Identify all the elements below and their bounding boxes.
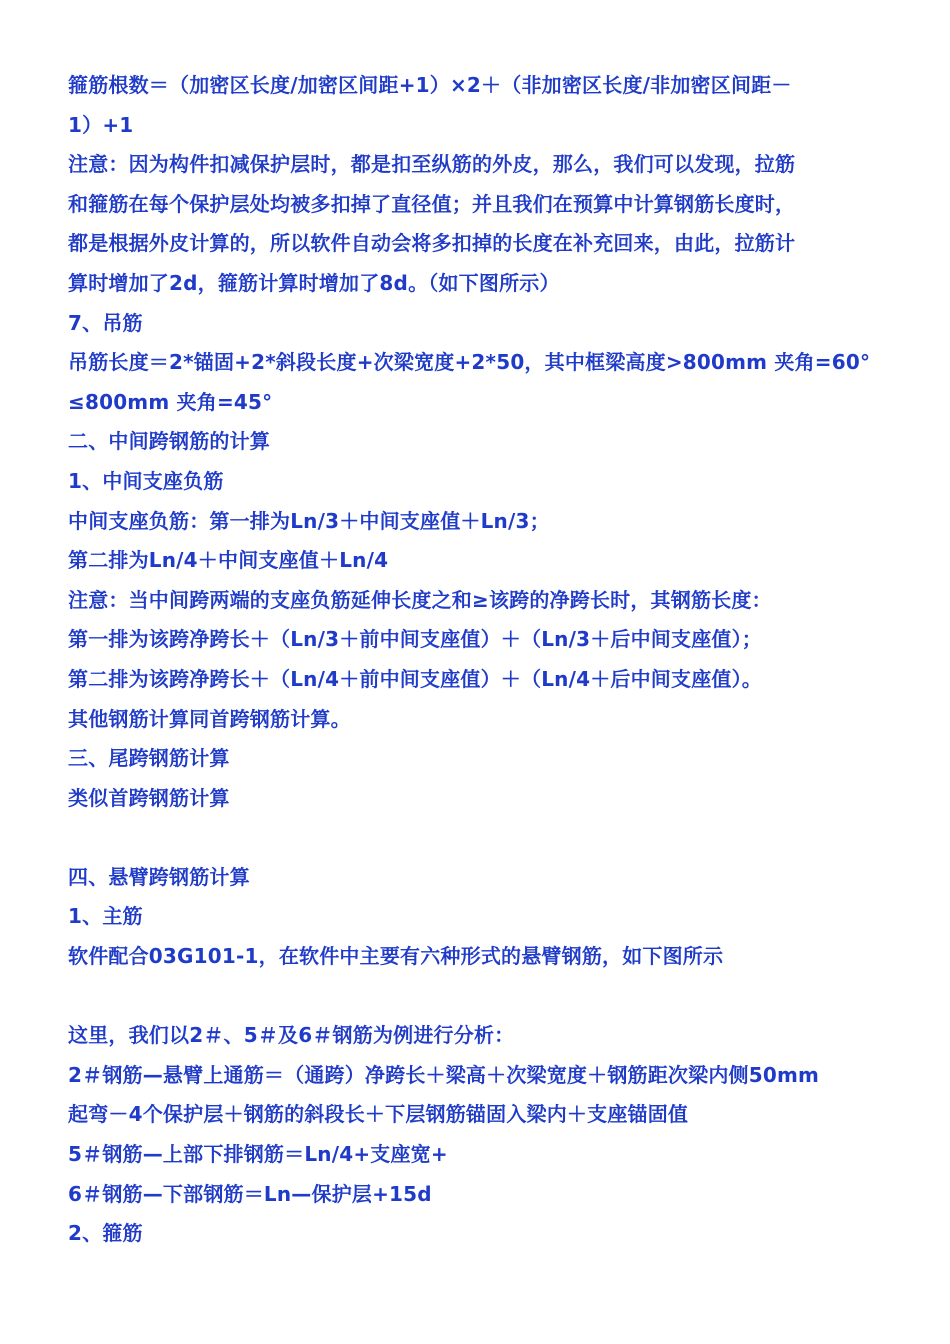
section-heading: 二、中间跨钢筋的计算 <box>68 429 270 454</box>
document-page <box>68 66 888 1254</box>
text-line: 箍筋根数＝（加密区长度/加密区间距+1）×2＋（非加密区长度/非加密区间距－ <box>68 73 792 97</box>
text-line: 和箍筋在每个保护层处均被多扣掉了直径值；并且我们在预算中计算钢筋长度时， <box>68 191 796 216</box>
text-line: 类似首跨钢筋计算 <box>68 785 230 810</box>
text-line: 都是根据外皮计算的，所以软件自动会将多扣掉的长度在补充回来，由此，拉筋计 <box>68 231 796 256</box>
blank-line <box>68 818 888 858</box>
text-line: 5＃钢筋—上部下排钢筋＝Ln/4+支座宽+ <box>68 1142 448 1167</box>
text-line: 第二排为Ln/4＋中间支座值＋Ln/4 <box>68 548 389 573</box>
text-line: 其他钢筋计算同首跨钢筋计算。 <box>68 706 351 731</box>
text-line: 这里，我们以2＃、5＃及6＃钢筋为例进行分析： <box>68 1023 515 1048</box>
text-line: 起弯－4个保护层＋钢筋的斜段长＋下层钢筋锚固入梁内＋支座锚固值 <box>68 1102 689 1127</box>
text-line: 吊筋长度＝2*锚固+2*斜段长度+次梁宽度+2*50，其中框梁高度>800mm 夹角=60° <box>68 350 871 375</box>
text-line: 2＃钢筋—悬臂上通筋＝（通跨）净跨长＋梁高＋次梁宽度＋钢筋距次梁内侧50mm <box>68 1062 820 1087</box>
section-heading: 1、主筋 <box>68 904 143 929</box>
text-line: 注意：因为构件扣减保护层时，都是扣至纵筋的外皮，那么，我们可以发现，拉筋 <box>68 152 796 177</box>
text-line: 软件配合03G101-1，在软件中主要有六种形式的悬臂钢筋，如下图所示 <box>68 944 724 969</box>
text-line: 中间支座负筋：第一排为Ln/3＋中间支座值＋Ln/3； <box>68 508 550 533</box>
text-line: 1）+1 <box>68 112 134 137</box>
text-line: 注意：当中间跨两端的支座负筋延伸长度之和≥该跨的净跨长时，其钢筋长度： <box>68 587 772 612</box>
text-line: 第一排为该跨净跨长＋（Ln/3＋前中间支座值）＋（Ln/3＋后中间支座值）； <box>68 627 763 652</box>
text-line: 第二排为该跨净跨长＋（Ln/4＋前中间支座值）＋（Ln/4＋后中间支座值）。 <box>68 666 763 691</box>
text-line: ≤800mm 夹角=45° <box>68 389 273 414</box>
section-heading: 2、箍筋 <box>68 1221 143 1246</box>
section-heading: 1、中间支座负筋 <box>68 468 224 493</box>
section-heading: 三、尾跨钢筋计算 <box>68 746 230 771</box>
text-line: 算时增加了2d，箍筋计算时增加了8d。（如下图所示） <box>68 270 560 295</box>
section-heading: 四、悬臂跨钢筋计算 <box>68 864 250 889</box>
text-line: 6＃钢筋—下部钢筋＝Ln—保护层+15d <box>68 1181 432 1206</box>
section-heading: 7、吊筋 <box>68 310 143 335</box>
blank-line <box>68 977 888 1017</box>
